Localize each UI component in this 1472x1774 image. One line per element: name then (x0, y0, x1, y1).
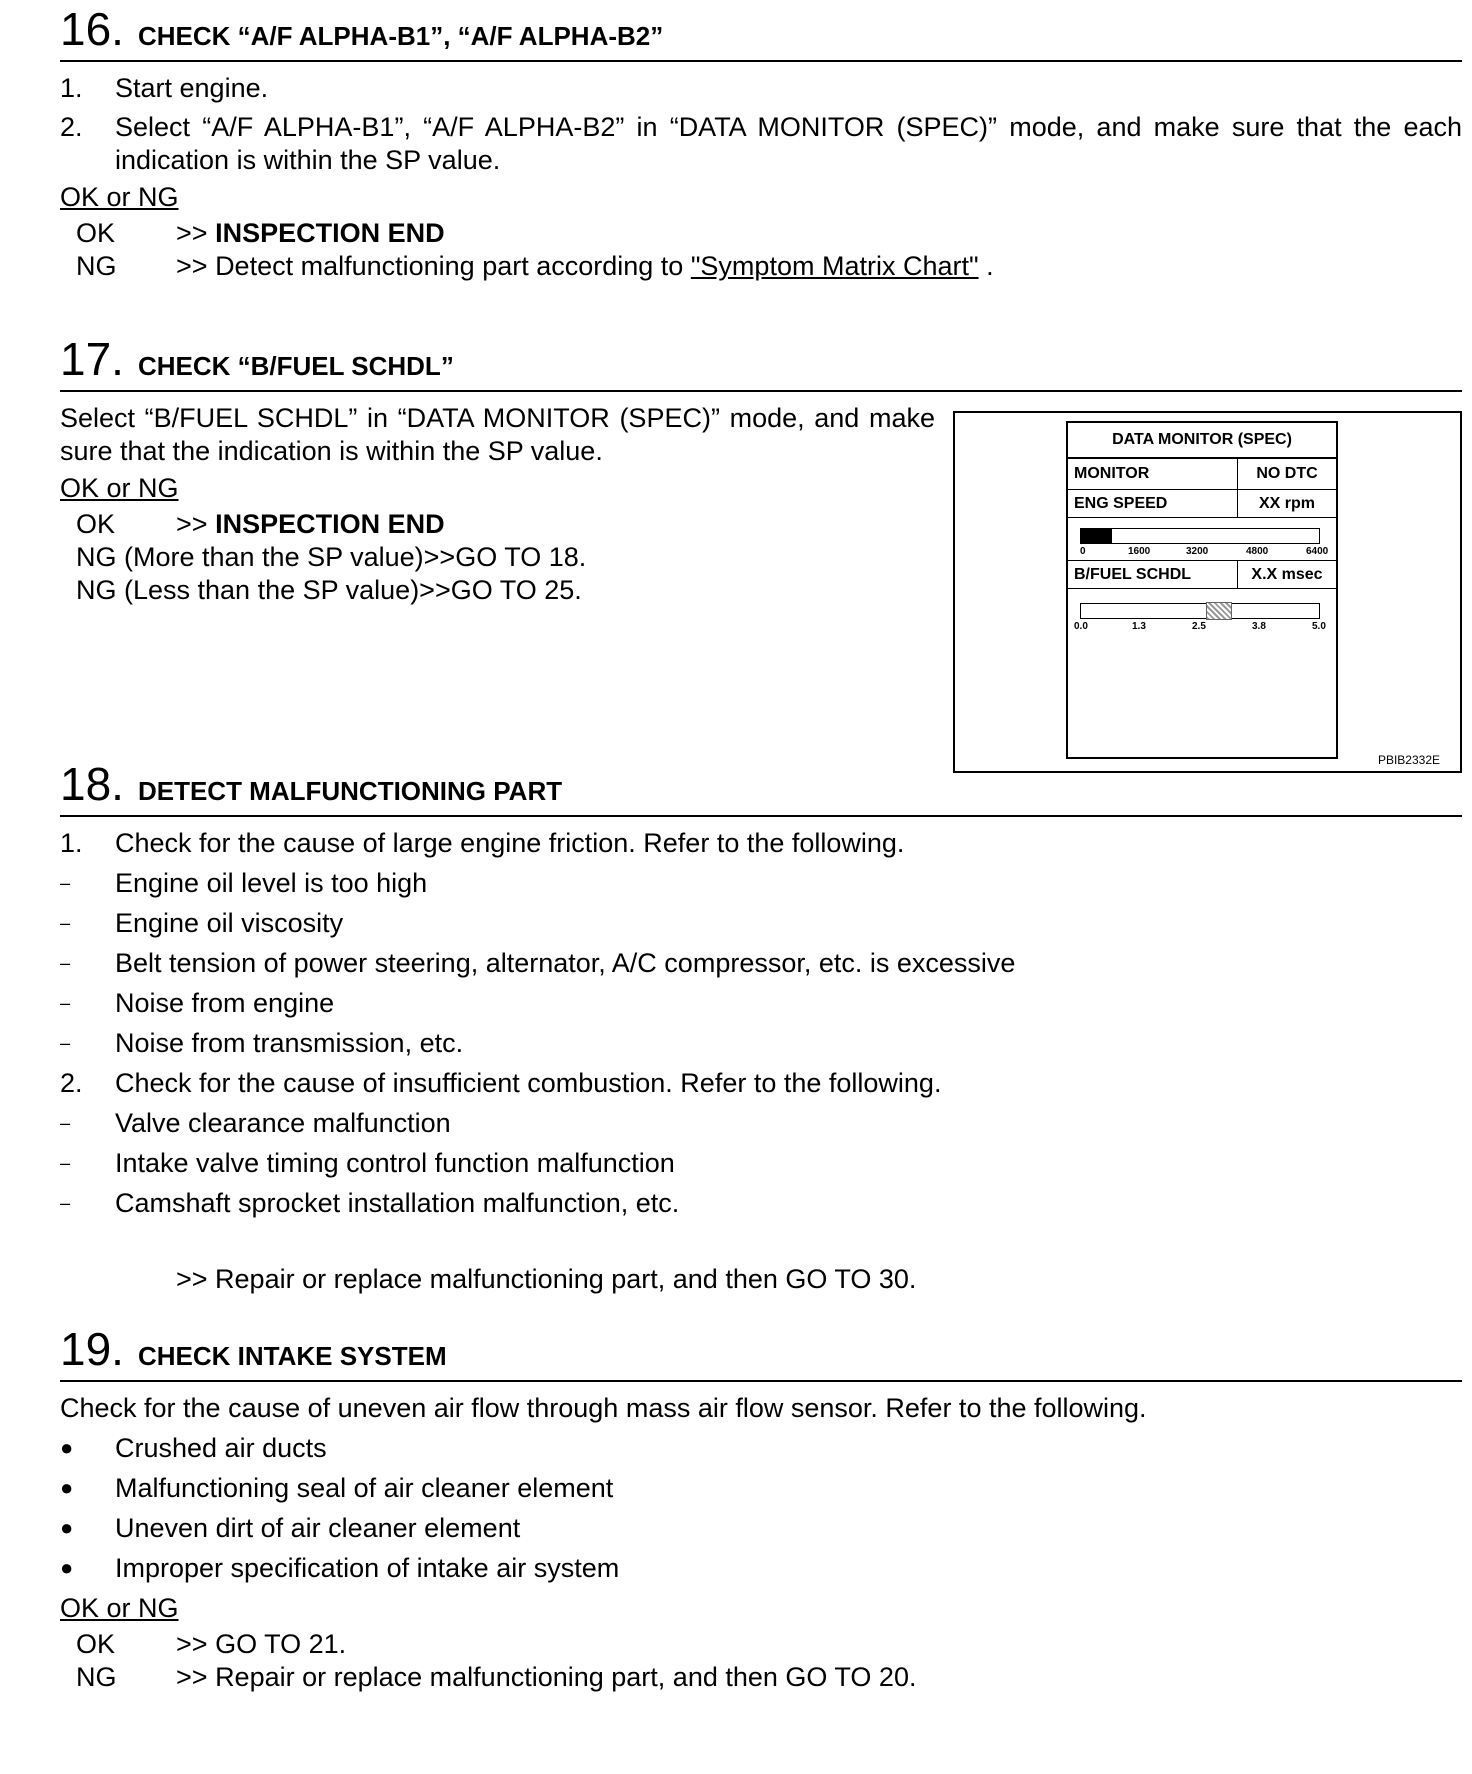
step-item (60, 903, 1462, 943)
result-text: NG (Less than the SP value)>>GO TO 25. (76, 575, 582, 605)
result-text: INSPECTION END (215, 509, 445, 539)
section-header (60, 0, 1462, 62)
step-item (60, 1143, 1462, 1183)
step-item (60, 823, 1462, 863)
step-item (60, 108, 1462, 177)
result-text: NG (More than the SP value)>>GO TO 18. (76, 542, 587, 572)
section-number: 17. (60, 333, 124, 385)
step-item (60, 943, 1462, 983)
section-title: CHECK “B/FUEL SCHDL” (137, 351, 454, 381)
step-marker: – (60, 913, 71, 933)
step-text: Select “A/F ALPHA-B1”, “A/F ALPHA-B2” in “DATA MONITOR (SPEC)” mode, and make sure that the each indication is within the SP value. (115, 112, 1462, 175)
bullet-icon: ● (60, 1515, 74, 1540)
step-text: Camshaft sprocket installation malfunction, etc. (115, 1188, 680, 1218)
result-arrow: >> (176, 218, 208, 248)
section-intro: Select “B/FUEL SCHDL” in “DATA MONITOR (SPEC)” mode, and make sure that the indication is within the SP value. (60, 403, 935, 466)
section-19 (60, 1320, 1462, 1694)
result-text: GO TO 21. (215, 1629, 347, 1659)
tick-label: 2.5 (1192, 621, 1206, 632)
step-marker: 1. (60, 73, 83, 103)
b-fuel-schdl-label: B/FUEL SCHDL (1068, 561, 1238, 588)
result-arrow: >> (176, 1662, 208, 1692)
section-action (60, 1263, 1462, 1296)
step-text: Start engine. (115, 73, 269, 103)
step-text: Intake valve timing control function malfunction (115, 1148, 675, 1178)
result-key: NG (76, 251, 117, 281)
document-page (60, 0, 1462, 1694)
step-marker: – (60, 1033, 71, 1053)
result-key: OK (76, 218, 116, 248)
section-18 (60, 755, 1462, 1320)
step-text: Engine oil viscosity (115, 908, 344, 938)
bullet-text: Uneven dirt of air cleaner element (115, 1513, 521, 1543)
tick-label: 1600 (1128, 546, 1151, 557)
step-item (60, 863, 1462, 903)
step-marker: – (60, 1113, 71, 1133)
b-fuel-schdl-row (1068, 561, 1336, 589)
step-text: Valve clearance malfunction (115, 1108, 451, 1138)
bullet-item (60, 1468, 1462, 1508)
bullet-item (60, 1548, 1462, 1588)
result-tail: . (986, 251, 994, 281)
figure-code: PBIB2332E (1377, 753, 1440, 767)
result-ng (60, 1661, 1462, 1694)
step-text: Check for the cause of insufficient combustion. Refer to the following. (115, 1068, 942, 1098)
eng-speed-bar-fill (1081, 529, 1112, 543)
bullet-text: Crushed air ducts (115, 1433, 327, 1463)
eng-speed-bar (1080, 528, 1320, 544)
step-item (60, 68, 1462, 108)
result-ng-more (60, 541, 935, 574)
bullet-item (60, 1508, 1462, 1548)
step-marker: – (60, 1193, 71, 1213)
action-text: >> Repair or replace malfunctioning part, and then GO TO 30. (176, 1264, 917, 1294)
step-item (60, 1063, 1462, 1103)
section-title: CHECK INTAKE SYSTEM (137, 1341, 447, 1371)
monitor-value: NO DTC (1256, 465, 1318, 482)
b-fuel-bar (1080, 603, 1320, 619)
eng-speed-label: ENG SPEED (1068, 490, 1238, 517)
eng-speed-row (1068, 490, 1336, 518)
step-marker: 2. (60, 1068, 83, 1098)
tick-label: 3200 (1186, 546, 1209, 557)
b-fuel-bar-marker (1206, 602, 1232, 620)
step-item (60, 983, 1462, 1023)
eng-speed-value: XX rpm (1258, 494, 1315, 512)
eng-speed-bar-row (1068, 518, 1336, 561)
result-key: OK (76, 1629, 116, 1659)
result-ok (60, 1628, 1462, 1661)
bullet-icon: ● (60, 1435, 74, 1460)
result-arrow: >> (176, 251, 208, 281)
tick-label: 1.3 (1132, 621, 1146, 632)
section-intro: Check for the cause of uneven air flow through mass air flow sensor. Refer to the following. (60, 1393, 1147, 1423)
section-number: 19. (60, 1323, 124, 1375)
tick-label: 6400 (1306, 546, 1329, 557)
step-text: Belt tension of power steering, alternator, A/C compressor, etc. is excessive (115, 948, 1016, 978)
tick-label: 4800 (1246, 546, 1269, 557)
section-16 (60, 0, 1462, 330)
bullet-text: Malfunctioning seal of air cleaner element (115, 1473, 614, 1503)
bullet-icon: ● (60, 1555, 74, 1580)
panel-title-text: DATA MONITOR (SPEC) (1112, 431, 1292, 448)
step-marker: – (60, 953, 71, 973)
data-monitor-figure (953, 411, 1462, 773)
result-arrow: >> (176, 1629, 208, 1659)
ok-or-ng-heading: OK or NG (60, 182, 179, 212)
result-ok (60, 508, 935, 541)
step-text: Check for the cause of large engine friction. Refer to the following. (115, 828, 905, 858)
result-text: Repair or replace malfunctioning part, and then GO TO 20. (215, 1662, 917, 1692)
b-fuel-schdl-value: X.X msec (1251, 565, 1323, 583)
panel-title (1068, 423, 1336, 459)
section-title: DETECT MALFUNCTIONING PART (137, 776, 563, 806)
result-key: OK (76, 509, 116, 539)
step-marker: – (60, 1153, 71, 1173)
b-fuel-bar-row (1068, 589, 1336, 637)
result-ng-less (60, 574, 935, 607)
step-item (60, 1183, 1462, 1223)
result-ok (60, 217, 1462, 250)
data-monitor-panel (1066, 421, 1338, 759)
step-marker: – (60, 993, 71, 1013)
monitor-label: MONITOR (1068, 459, 1238, 489)
bullet-icon: ● (60, 1475, 74, 1500)
tick-label: 3.8 (1252, 621, 1266, 632)
ok-or-ng-heading: OK or NG (60, 1593, 179, 1623)
result-arrow: >> (176, 509, 208, 539)
tick-label: 5.0 (1312, 621, 1326, 632)
step-text: Engine oil level is too high (115, 868, 428, 898)
result-text: Detect malfunctioning part according to (215, 251, 684, 281)
step-marker: 2. (60, 112, 83, 142)
step-marker: 1. (60, 828, 83, 858)
monitor-row (1068, 459, 1336, 490)
section-header (60, 330, 1462, 392)
tick-label: 0.0 (1074, 621, 1088, 632)
bullet-text: Improper specification of intake air system (115, 1553, 620, 1583)
section-header (60, 755, 1462, 817)
section-17 (60, 330, 1462, 767)
ok-or-ng-heading: OK or NG (60, 473, 179, 503)
section-title: CHECK “A/F ALPHA-B1”, “A/F ALPHA-B2” (137, 21, 664, 51)
step-marker: – (60, 873, 71, 893)
step-text: Noise from transmission, etc. (115, 1028, 464, 1058)
step-item (60, 1103, 1462, 1143)
symptom-matrix-chart-link[interactable]: "Symptom Matrix Chart" (690, 251, 979, 281)
result-key: NG (76, 1662, 117, 1692)
result-text: INSPECTION END (215, 218, 445, 248)
result-ng (60, 250, 1462, 283)
step-text: Noise from engine (115, 988, 335, 1018)
section-number: 18. (60, 758, 124, 810)
step-item (60, 1023, 1462, 1063)
tick-label: 0 (1080, 546, 1086, 557)
section-number: 16. (60, 3, 124, 55)
bullet-item (60, 1428, 1462, 1468)
section-header (60, 1320, 1462, 1382)
